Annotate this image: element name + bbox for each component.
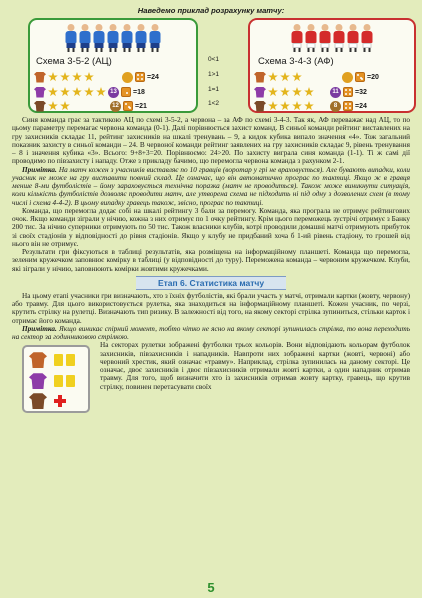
- yellow-card-icon: [54, 354, 63, 366]
- yellow-card-icon: [54, 375, 63, 387]
- stage-text: [12, 292, 410, 342]
- star-icon: [280, 72, 290, 82]
- blue-player-icon: [107, 24, 120, 52]
- training-ball-icon: [122, 72, 133, 83]
- injury-cross-icon: [54, 395, 66, 407]
- blue-player-icon: [79, 24, 92, 52]
- star-icon: [268, 72, 278, 82]
- left-defense-total: =24: [147, 73, 159, 81]
- die-icon: [343, 87, 353, 97]
- star-icon: [72, 72, 82, 82]
- note2-paragraph: Примітка. Якщо виникає спірний момент, тобто чітко не ясно на якому секторі зупинилась стрілка, то вона переходить на сектор за годинниковою стрілкою.: [12, 324, 410, 341]
- roulette-paragraph: На секторах рулетки зображені футболки трьох кольорів. Вони відповідають кольорам футболок захисників, півзахисників і нападників. Навпроти них зображені картки (жовті, червоні) або червоний хрестик, який означає «травму». Наприклад, стрілка зупинилась на даному секторі. Це означає, двоє захисників і двоє півзахисників отримали жовті картки, а один нападник отримав травму. Для того, щоб визначити хто із захисників отримав жовту картку, гравець, що крутив стрілку, повинен перетасувати своїх: [100, 341, 410, 391]
- star-icon: [268, 87, 278, 97]
- training-ball-icon: 8: [330, 101, 341, 112]
- star-icon: [48, 87, 58, 97]
- die-icon: [135, 72, 145, 82]
- red-team-players: [291, 24, 374, 52]
- right-scheme-box: [248, 18, 416, 113]
- star-icon: [268, 101, 278, 111]
- red-player-icon: [347, 24, 360, 52]
- training-ball-icon: 13: [108, 87, 119, 98]
- star-icon: [60, 87, 70, 97]
- left-attack-total: =21: [135, 102, 147, 110]
- star-icon: [304, 101, 314, 111]
- star-icon: [292, 72, 302, 82]
- attack-comparison: 1<2: [208, 100, 220, 107]
- red-player-icon: [291, 24, 304, 52]
- note-paragraph: Примітка. На матч кожен з учасників виставляє по 10 гравців (воротар у грі не враховується). Але бувають випадки, коли учасник не може на гру виставити повний склад. Це означає, що він автоматично програє по тактиці. Якщо ж в гравця менше 8-ми футболістів – йому зараховується технічна поразка (матч не проводиться). Також може виникнути ситуація, коли кількість футболістів дозволяє проводити матч, але утворена схема не підходить ні під одну з дозволених схем (в тому числі і схема 4-4-2). В цьому випадку гравець також, звісно, програє по тактиці.: [12, 165, 410, 207]
- midfielder-shirt-icon: [254, 87, 266, 98]
- yellow-card-icon: [66, 375, 75, 387]
- midfielder-shirt-icon: [34, 87, 46, 98]
- blue-player-icon: [121, 24, 134, 52]
- left-scheme-title: Схема 3-5-2 (АЦ): [36, 56, 112, 67]
- rating-paragraph: Команда, що перемогла додає собі на шкалі рейтингу 3 бали за перемогу. Команда, яка програла не отримує рейтингових очок. Якщо команди зіграли у нічию, кожна з них отримує по 1 очку рейтингу. Крім цього переможець зустрічі отримує з Банку 200 тис. За нічию суперники отримують по 50 тис. Також власники клубів, котрі проводили домашні матчі отримують прибуток зі своїх стадіонів у відповідності до рівня стадіонів. Якщо у клубу не придбаний хоча б 1-ий рівень стадіону, то грошей від нього він не отримує.: [12, 206, 410, 248]
- yellow-card-icon: [66, 354, 75, 366]
- star-icon: [280, 101, 290, 111]
- star-icon: [292, 101, 302, 111]
- stage-paragraph: На цьому етапі учасники гри визначають, хто з їхніх футболістів, які брали участь у матчі, отримали картки (жовту, червону) або травму. Для цього використовується рулетка, яка знаходиться на інформаційному планшеті. Кожен учасник, по черзі, крутить стрілку на рулетці. Визначають тип ризику. В залежності від того, на якому секторі стрілка зупиниться, стільки карток і отримає його команда.: [12, 291, 410, 325]
- midfielder-shirt-icon: [29, 373, 47, 389]
- blue-player-icon: [149, 24, 162, 52]
- stage-title: Етап 6. Статистика матчу: [12, 276, 410, 290]
- left-scheme-box: [28, 18, 198, 113]
- defender-shirt-icon: [29, 352, 47, 368]
- defense-comparison: 1>1: [208, 71, 220, 78]
- schemes-illustration: [12, 18, 410, 116]
- right-defense-total: =20: [367, 73, 379, 81]
- blue-player-icon: [65, 24, 78, 52]
- page-number: 5: [207, 580, 215, 595]
- training-ball-icon: 11: [330, 87, 341, 98]
- match-example-paragraph: Синя команда грає за тактикою АЦ по схемі 3-5-2, а червона – за АФ по схемі 3-4-3. Так як, АФ переважає над АЦ, то по цьому параметру перемагає червона команда (0-1). Далі порівнюється захист команд. В синьої команди рейтинг виставлених на гру захисників складає 11, рейтинг захисників на шкалі тренувань – 9, а кидок кубика випало значення «4». Тож загальний показник захисту в синьої команди – 24. В червоної команди рейтинг заявлених на гру захисників складає 9, рівень тренування – 8 і значення кубика «3». Всього: 9+8+3=20. Порівнюємо: 24>20. По захисту виграла синя команда (1-1). Ті ж самі дії проводимо по півзахисту і нападу. Отже з прикладу бачимо, що перемогла червона команда з рахунком 2-1.: [12, 116, 410, 166]
- blue-team-players: [65, 24, 162, 52]
- red-player-icon: [319, 24, 332, 52]
- results-paragraph: Результати гри фіксуються в таблиці результатів, яка розміщена на інформаційному планшеті. Команда що перемогла, зеленим кружечком заповнює комірку в таблиці (у відповідності до туру). Переможена команда – червоним кружечком. Клуби, які зіграли у нічию, заповнюють комірки жовтими кружечками.: [12, 248, 410, 273]
- die-icon: [343, 101, 353, 111]
- blue-player-icon: [135, 24, 148, 52]
- roulette-section: [12, 341, 410, 391]
- star-icon: [48, 72, 58, 82]
- star-icon: [292, 87, 302, 97]
- forward-shirt-icon: [29, 393, 47, 409]
- example-heading: Наведемо приклад розрахунку матчу:: [137, 6, 285, 15]
- right-defense-row: [254, 70, 379, 84]
- right-scheme-title: Схема 3-4-3 (АФ): [258, 56, 334, 67]
- right-attack-row: [254, 99, 367, 113]
- die-icon: [355, 72, 365, 82]
- star-icon: [60, 72, 70, 82]
- right-attack-total: =24: [355, 102, 367, 110]
- die-icon: [123, 101, 133, 111]
- star-icon: [48, 101, 58, 111]
- right-midfield-row: [254, 85, 367, 99]
- star-icon: [280, 87, 290, 97]
- red-player-icon: [361, 24, 374, 52]
- training-ball-icon: [342, 72, 353, 83]
- star-icon: [304, 87, 314, 97]
- midfield-comparison: 1=1: [208, 86, 220, 93]
- defender-shirt-icon: [254, 72, 266, 83]
- right-midfield-total: =32: [355, 88, 367, 96]
- blue-player-icon: [93, 24, 106, 52]
- left-midfield-row: [34, 85, 145, 99]
- star-icon: [96, 87, 106, 97]
- tactic-comparison: 0<1: [208, 56, 220, 63]
- left-attack-row: [34, 99, 147, 113]
- training-ball-icon: 12: [110, 101, 121, 112]
- die-icon: [121, 87, 131, 97]
- red-player-icon: [333, 24, 346, 52]
- defender-shirt-icon: [34, 72, 46, 83]
- star-icon: [60, 101, 70, 111]
- left-defense-row: [34, 70, 159, 84]
- forward-shirt-icon: [34, 101, 46, 112]
- roulette-sector-illustration: [22, 345, 90, 413]
- star-icon: [84, 87, 94, 97]
- star-icon: [72, 87, 82, 97]
- main-text: [12, 116, 410, 273]
- forward-shirt-icon: [254, 101, 266, 112]
- red-player-icon: [305, 24, 318, 52]
- star-icon: [84, 72, 94, 82]
- left-midfield-total: =18: [133, 88, 145, 96]
